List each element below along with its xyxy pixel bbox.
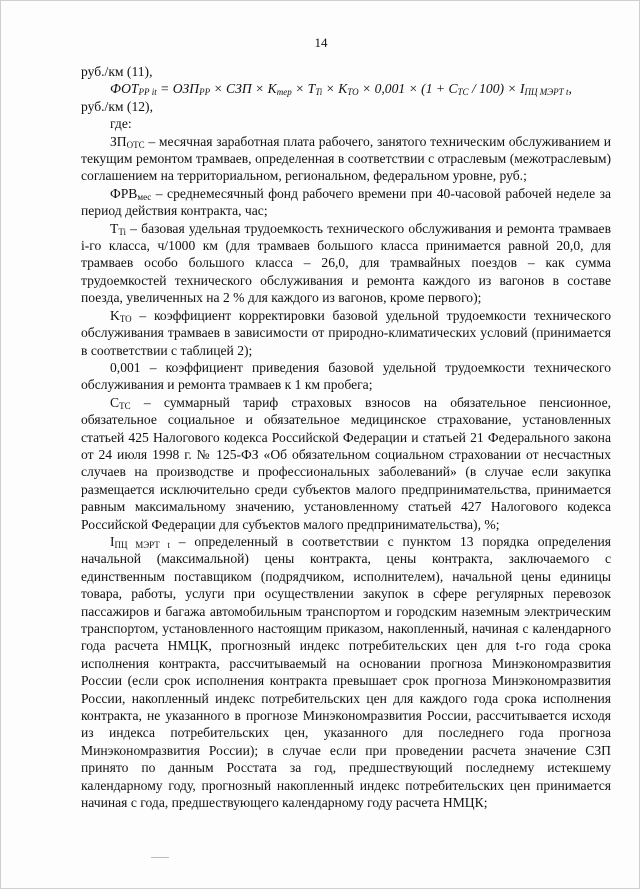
formula-11-unit: руб./км (11), [81, 64, 153, 79]
document-body [81, 63, 611, 811]
formula-12: $ФОТ_{РР it} = ОЗП_{РР}$ × СЗП × $K_{тер} \times T_{Ti} \times K_{TO} \times 0,001 \times (1 + C_{TC} / 100) \times I_{ПЦ МЭРТ t}$, [110, 81, 572, 98]
definition-frv-mes: $ФРВ_{мес}$ – среднемесячный фонд рабочего времени при 40-часовой рабочей неделе за период действия контракта, час; [81, 185, 611, 219]
definition-i-pc-mert: $I_{ПЦ МЭРТ t}$ – определенный в соответствии с пунктом 13 порядка определения начальной (максимальной) цены контракта, цены контракта, заключаемого с единственным поставщиком (подрядчиком, исполнителем), начальной цены единицы товара, работы, услуги при осуществлении закупок в сфере регулярных перевозок пассажиров и багажа автомобильным транспортом и городским наземным электрическим транспортом, установленного настоящим приказом, накопленный, начиная с календарного года расчета НМЦК, прогнозный индекс потребительских цен для t-го года срока исполнения контракта, рассчитываемый на основании прогноза Минэкономразвития России (если срок исполнения контракта превышает срок прогноза Минэкономразвития России, накопленный индекс потребительских цен для каждого года срока исполнения контракта, не указанного в прогнозе Минэкономразвития России, рассчитывается исходя из индекса потребительских цен, указанного для последнего года прогноза Минэкономразвития России); в случае если при проведении расчета значение СЗП принято по данным Росстата за год, предшествующий последнему истекшему календарному году, прогнозный накопленный индекс потребительских цен принимается начиная с года, предшествующего календарному году расчета НМЦК; [81, 533, 612, 811]
page-number: 14 [314, 35, 328, 50]
definition-zp-ots: $ЗП_{ОТС}$ – месячная заработная плата рабочего, занятого техническим обслуживанием и текущим ремонтом трамваев, определенная в соответствии с отраслевым (межотраслевым) соглашением на территориальном, региональном, федеральном уровне, руб.; [81, 133, 611, 184]
formula-12-unit: руб./км (12), [81, 98, 153, 114]
scan-mark [151, 857, 169, 858]
definition-t-ti: $T_{Ti}$ – базовая удельная трудоемкость технического обслуживания и ремонта трамваев i-го класса, ч/1000 км (для трамваев большого класса принимается равной 20,0, для трамваев особо большого класса – 26,0, для трамвайных поездов – как сумма трудоемкостей технического обслуживания и ремонта каждого из вагонов в составе поезда, увеличенных на 2 % для каждого из вагонов, кроме первого); [81, 220, 611, 306]
where-label: где: [110, 116, 132, 132]
definition-coefficient: 0,001 – коэффициент приведения базовой удельной трудоемкости технического обслуживания и ремонта трамваев к 1 км пробега; [81, 359, 611, 393]
definition-k-to: $K_{TO}$ – коэффициент корректировки базовой удельной трудоемкости технического обслуживания трамваев в зависимости от природно-климатических условий (принимается в соответствии с таблицей 2); [81, 307, 611, 358]
definition-c-tc: $C_{TC}$ – суммарный тариф страховых взносов на обязательное пенсионное, обязательное социальное и обязательное медицинское страхование, установленных статьей 425 Налогового кодекса Российской Федерации и статьей 21 Федерального закона от 24 июля 1998 г. № 125-ФЗ «Об обязательном социальном страховании от несчастных случаев на производстве и профессиональных заболеваний» (в случае если закупка размещается исключительно среди субъектов малого предпринимательства, принимается равным максимальному значению, установленному статьей 427 Налогового кодекса Российской Федерации для субъектов малого предпринимательства), %; [81, 394, 611, 532]
